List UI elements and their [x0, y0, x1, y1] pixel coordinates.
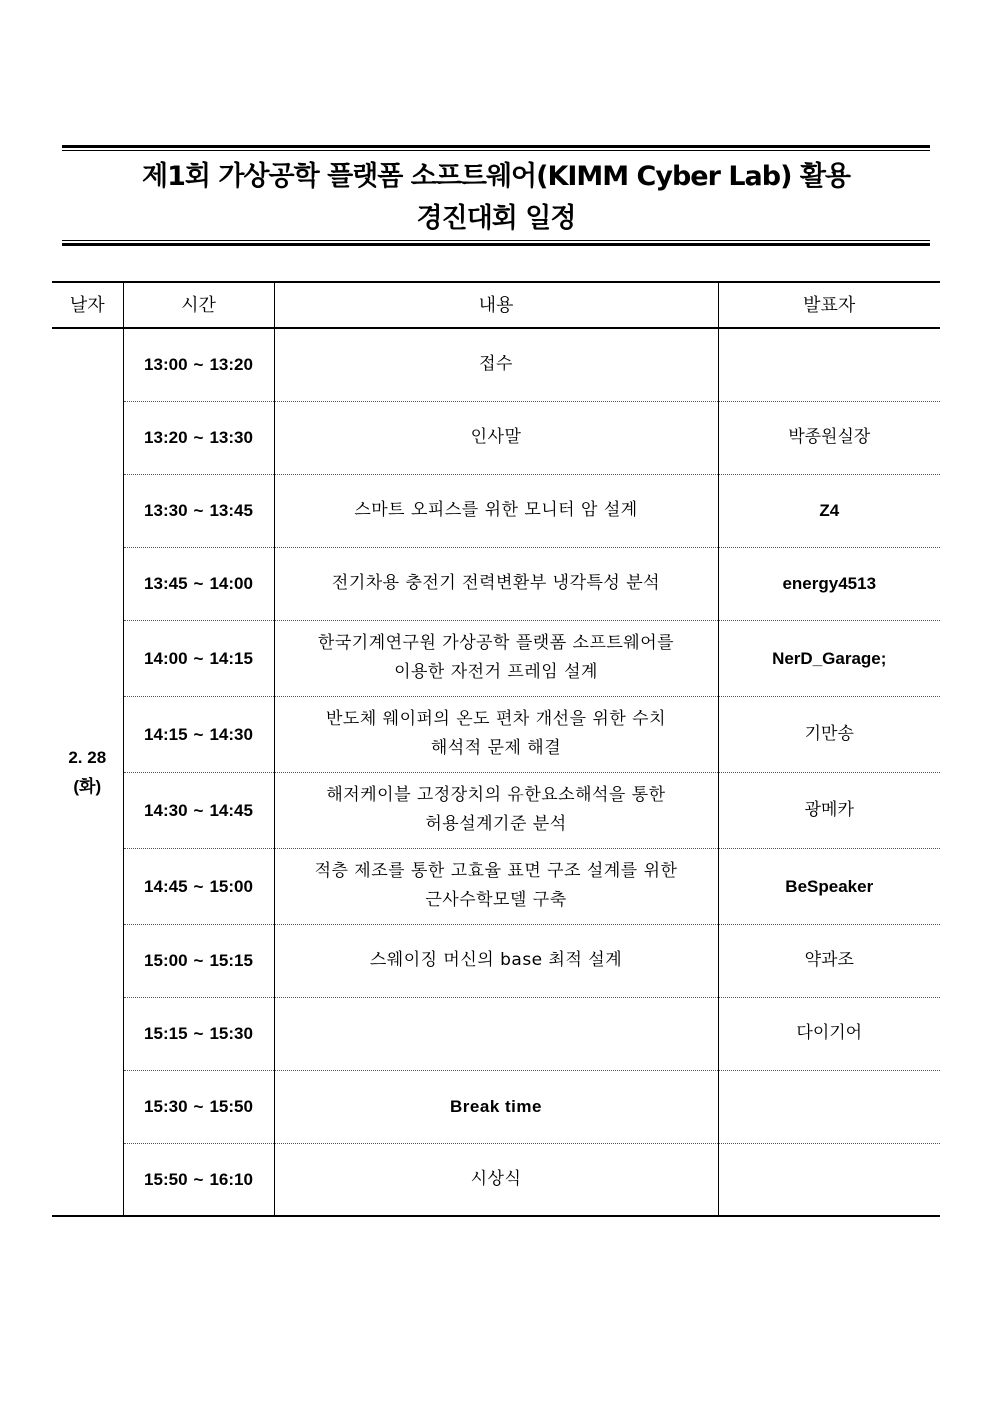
time-cell	[123, 1070, 274, 1143]
content-line: 시상식	[470, 1168, 522, 1189]
presenter-cell	[718, 1070, 940, 1143]
content-line: 전기차용 충전기 전력변환부 냉각특성 분석	[331, 573, 661, 593]
presenter-cell: 다이기어	[718, 997, 940, 1070]
time-separator: ~	[193, 1024, 204, 1043]
start-time: 15:15	[144, 1024, 188, 1043]
content-cell	[274, 474, 718, 547]
time-separator: ~	[193, 428, 204, 447]
start-time: 15:50	[144, 1169, 188, 1189]
presenter-cell	[718, 328, 940, 401]
header-presenter: 발표자	[718, 282, 940, 328]
time-cell	[123, 848, 274, 924]
presenter-cell: 약과조	[718, 924, 940, 997]
content-cell	[274, 620, 718, 696]
start-time: 14:15	[144, 724, 188, 744]
presenter-cell: 광메카	[718, 772, 940, 848]
time-separator: ~	[193, 1097, 204, 1116]
time-separator: ~	[193, 501, 204, 520]
end-time: 13:30	[209, 428, 253, 447]
start-time: 13:30	[144, 501, 188, 520]
time-cell	[123, 474, 274, 547]
start-time: 13:00	[144, 355, 188, 375]
title-bottom-rule-thick	[62, 243, 930, 246]
end-time: 14:00	[209, 574, 253, 593]
time-cell	[123, 328, 274, 401]
start-time: 14:30	[144, 800, 188, 820]
date-weekday: (화)	[73, 777, 102, 796]
content-line: 해석적 문제 해결	[430, 738, 562, 758]
content-line: 반도체 웨이퍼의 온도 편차 개선을 위한 수치	[325, 709, 667, 729]
time-separator: ~	[193, 951, 204, 970]
presenter-cell: energy4513	[718, 547, 940, 620]
table-header-row	[52, 282, 940, 328]
title-top-rule-thin	[62, 150, 930, 151]
date-cell	[52, 328, 123, 1216]
start-time: 15:00	[144, 951, 188, 970]
table-row	[52, 1070, 940, 1143]
time-cell	[123, 997, 274, 1070]
time-cell	[123, 401, 274, 474]
time-separator: ~	[193, 876, 204, 896]
table-row	[52, 547, 940, 620]
content-cell	[274, 696, 718, 772]
content-line: 인사말	[470, 427, 522, 447]
content-line: 이용한 자전거 프레임 설계	[394, 662, 598, 682]
time-separator: ~	[193, 800, 204, 820]
table-row	[52, 328, 940, 401]
content-line: 적층 제조를 통한 고효율 표면 구조 설계를 위한	[314, 861, 678, 881]
content-cell	[274, 1070, 718, 1143]
table-row	[52, 997, 940, 1070]
title-top-rule-thick	[62, 145, 930, 148]
content-line: 접수	[479, 354, 513, 375]
content-cell	[274, 924, 718, 997]
presenter-cell: BeSpeaker	[718, 848, 940, 924]
content-line: 한국기계연구원 가상공학 플랫폼 소프트웨어를	[317, 633, 675, 653]
table-row	[52, 848, 940, 924]
time-cell	[123, 696, 274, 772]
time-cell	[123, 547, 274, 620]
table-row	[52, 401, 940, 474]
content-line: Break time	[450, 1097, 542, 1116]
time-cell	[123, 772, 274, 848]
end-time: 15:15	[209, 951, 253, 970]
end-time: 15:50	[209, 1097, 253, 1116]
presenter-cell: NerD_Garage;	[718, 620, 940, 696]
content-line: 근사수학모델 구축	[425, 890, 567, 910]
content-line: 스웨이징 머신의 base 최적 설계	[369, 950, 623, 970]
presenter-cell: 기만송	[718, 696, 940, 772]
end-time: 16:10	[209, 1169, 253, 1189]
time-separator: ~	[193, 574, 204, 593]
table-row	[52, 924, 940, 997]
presenter-cell: Z4	[718, 474, 940, 547]
header-time: 시간	[123, 282, 274, 328]
end-time: 14:45	[209, 800, 253, 820]
content-cell	[274, 401, 718, 474]
presenter-cell: 박종원실장	[718, 401, 940, 474]
end-time: 14:15	[209, 648, 253, 668]
schedule-table	[52, 281, 940, 1217]
table-row	[52, 474, 940, 547]
presenter-cell	[718, 1143, 940, 1216]
start-time: 13:45	[144, 574, 188, 593]
time-separator: ~	[193, 1169, 204, 1189]
end-time: 15:30	[209, 1024, 253, 1043]
header-date: 날자	[52, 282, 123, 328]
time-cell	[123, 1143, 274, 1216]
content-cell	[274, 328, 718, 401]
content-line: 해저케이블 고정장치의 유한요소해석을 통한	[326, 785, 666, 805]
content-line: 허용설계기준 분석	[425, 814, 567, 834]
date-value: 2. 28	[68, 748, 107, 767]
content-cell	[274, 772, 718, 848]
table-row	[52, 696, 940, 772]
schedule-body	[52, 328, 940, 1216]
end-time: 13:20	[209, 355, 253, 375]
time-separator: ~	[193, 355, 204, 375]
table-row	[52, 620, 940, 696]
table-row	[52, 772, 940, 848]
title-bottom-rule-thin	[62, 240, 930, 241]
time-separator: ~	[193, 724, 204, 744]
start-time: 14:45	[144, 876, 188, 896]
content-cell	[274, 547, 718, 620]
start-time: 15:30	[144, 1097, 188, 1116]
content-line: 스마트 오피스를 위한 모니터 암 설계	[354, 500, 638, 520]
start-time: 13:20	[144, 428, 188, 447]
header-content: 내용	[274, 282, 718, 328]
content-cell	[274, 997, 718, 1070]
start-time: 14:00	[144, 648, 188, 668]
end-time: 13:45	[209, 501, 253, 520]
time-cell	[123, 924, 274, 997]
document-title-line-2: 경진대회 일정	[416, 203, 576, 234]
end-time: 15:00	[209, 876, 253, 896]
end-time: 14:30	[209, 724, 253, 744]
document-title-block	[62, 145, 930, 247]
table-row	[52, 1143, 940, 1216]
time-cell	[123, 620, 274, 696]
content-cell	[274, 848, 718, 924]
time-separator: ~	[193, 648, 204, 668]
document-title-line-1: 제1회 가상공학 플랫폼 소프트웨어(KIMM Cyber Lab) 활용	[141, 161, 850, 192]
content-cell	[274, 1143, 718, 1216]
